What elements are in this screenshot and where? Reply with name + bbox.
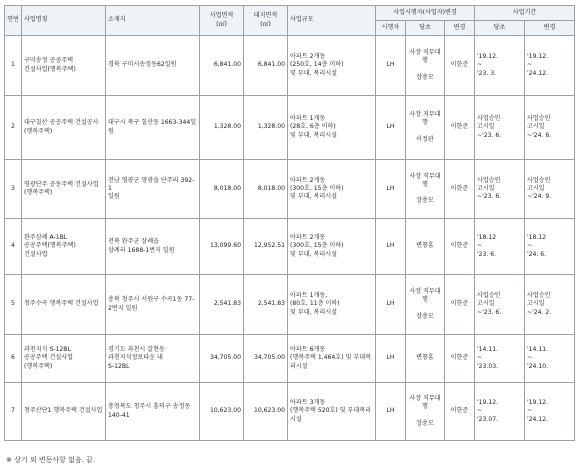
cell-operator: LH	[376, 219, 406, 275]
cell-initial: 변창흠	[406, 335, 445, 383]
header-initial: 당초	[406, 21, 445, 36]
cell-no: 2	[5, 96, 22, 160]
cell-initial: 사장 직무대행 장충모	[406, 275, 445, 335]
cell-land-area: 34,705.00	[244, 335, 288, 383]
cell-operator: LH	[376, 383, 406, 441]
cell-scale: 아파트 3개동 (행복주택 520호) 및 부대복리시설	[288, 383, 376, 441]
cell-period-changed: '19.12. ~ '24.12.	[525, 36, 575, 96]
cell-name: 구미송정 공공주택 건설사업(행복주택)	[22, 36, 106, 96]
footnote: ※ 상기 외 변동사항 없음. 끝.	[6, 456, 96, 464]
cell-changed: 이한준	[445, 160, 475, 219]
cell-site-area: 2,541.83	[200, 275, 244, 335]
cell-changed: 이한준	[445, 383, 475, 441]
cell-period-changed: '14.11. ~ '24.10.	[525, 335, 575, 383]
cell-changed: 이한준	[445, 335, 475, 383]
cell-land-area: 12,952.51	[244, 219, 288, 275]
table-row	[5, 383, 575, 441]
cell-name: 청주수곡 행복주택 건설사업	[22, 275, 106, 335]
cell-scale: 아파트 2개동 (300호, 15층 이하) 및 부대, 복리시설	[288, 160, 376, 219]
cell-no: 3	[5, 160, 22, 219]
project-table-container	[4, 5, 574, 441]
header-changed: 변경	[445, 21, 475, 36]
cell-location: 전북 완주군 삼례읍 삼례리 1688-1번지 일원	[106, 219, 200, 275]
project-change-table	[4, 5, 575, 441]
cell-land-area: 10,623.00	[244, 383, 288, 441]
table-row	[5, 219, 575, 275]
header-land-area: 대지면적 (㎡)	[244, 6, 288, 36]
header-period-changed: 변경	[525, 21, 575, 36]
cell-initial: 사장 직무대행 장충모	[406, 383, 445, 441]
cell-name: 완주삼례 A-1BL 공공주택(행복주택) 건설사업	[22, 219, 106, 275]
header-no: 연번	[5, 6, 22, 36]
cell-period-initial: '18.12 ~ '23. 6.	[475, 219, 525, 275]
cell-name: 청주산단1 행복주택 건설사업	[22, 383, 106, 441]
cell-no: 4	[5, 219, 22, 275]
cell-period-changed: '19.12. ~ '24.12.	[525, 383, 575, 441]
cell-operator: LH	[376, 275, 406, 335]
cell-site-area: 6,841.00	[200, 36, 244, 96]
cell-scale: 아파트 1개동 (28호, 6층 이하) 및 부대, 복리시설	[288, 96, 376, 160]
cell-changed: 이한준	[445, 219, 475, 275]
cell-location: 경북 구미시송정동62일원	[106, 36, 200, 96]
cell-initial: 사장 직무대행 장충모	[406, 160, 445, 219]
cell-period-changed: 사업승인 고시일 ~'24. 2.	[525, 275, 575, 335]
cell-site-area: 34,705.00	[200, 335, 244, 383]
cell-period-initial: 사업승인 고시일 ~'23. 6.	[475, 160, 525, 219]
cell-land-area: 8,018.00	[244, 160, 288, 219]
cell-location: 충북 청주시 서원구 수곡1동 77-2번지 일원	[106, 275, 200, 335]
cell-period-initial: '19.12. ~ '23.07.	[475, 383, 525, 441]
cell-land-area: 6,841.00	[244, 36, 288, 96]
cell-period-initial: '19.12. ~ '23. 3.	[475, 36, 525, 96]
cell-name: 영광단주 공동주택 건설사업 (행복주택)	[22, 160, 106, 219]
cell-operator: LH	[376, 36, 406, 96]
cell-initial: 사장 직무대행 장충모	[406, 36, 445, 96]
cell-name: 대구칠산 공공주택 건설공사 (행복주택)	[22, 96, 106, 160]
cell-period-initial: 사업승인 고시일 ~'23. 6.	[475, 96, 525, 160]
header-period: 사업기간	[475, 6, 575, 21]
header-location: 소재지	[106, 6, 200, 36]
header-period-initial: 당초	[475, 21, 525, 36]
header-row-1	[5, 6, 575, 21]
cell-site-area: 1,328.00	[200, 96, 244, 160]
cell-initial: 변창흠	[406, 219, 445, 275]
table-row	[5, 96, 575, 160]
header-name: 사업명칭	[22, 6, 106, 36]
table-row	[5, 335, 575, 383]
table-row	[5, 275, 575, 335]
cell-location: 전남 영광군 영광읍 단주리 392-1 일원	[106, 160, 200, 219]
cell-period-changed: 사업승인 고시일 ~'24. 9.	[525, 160, 575, 219]
cell-changed: 이한준	[445, 275, 475, 335]
cell-location: 충청북도 청주시 흥덕구 송정동 140-41	[106, 383, 200, 441]
cell-period-initial: 사업승인 고시일 ~'23. 6.	[475, 275, 525, 335]
header-operator: 시행자	[376, 21, 406, 36]
cell-scale: 아파트 1개동, (80호, 11층 이하) 및 부대, 복리시설	[288, 275, 376, 335]
header-scale: 사업규모	[288, 6, 376, 36]
cell-scale: 아파트 2개동 (250호, 14층 이하) 및 부대, 복리시설	[288, 36, 376, 96]
cell-no: 6	[5, 335, 22, 383]
cell-site-area: 13,099.60	[200, 219, 244, 275]
cell-period-changed: '18.12 ~ '24. 6.	[525, 219, 575, 275]
cell-name: 과천지식 S-12BL 공공주택 건설사업 (행복주택)	[22, 335, 106, 383]
cell-operator: LH	[376, 160, 406, 219]
cell-scale: 아파트 6개동 (행복주택 1,464호) 및 부대복리시설	[288, 335, 376, 383]
cell-scale: 아파트 2개동 (300호, 15층 이하) 및 부대, 복리시설	[288, 219, 376, 275]
cell-site-area: 8,018.00	[200, 160, 244, 219]
cell-operator: LH	[376, 96, 406, 160]
cell-site-area: 10,623.00	[200, 383, 244, 441]
cell-land-area: 2,541.83	[244, 275, 288, 335]
cell-period-initial: '14.11. ~ '23.03.	[475, 335, 525, 383]
table-row	[5, 36, 575, 96]
cell-initial: 사장 직무대행 이정관	[406, 96, 445, 160]
cell-land-area: 1,328.00	[244, 96, 288, 160]
cell-no: 1	[5, 36, 22, 96]
cell-no: 7	[5, 383, 22, 441]
cell-location: 경기도 과천시 갈현동 과천지식정보타운 내 S-12BL	[106, 335, 200, 383]
cell-changed: 이한준	[445, 36, 475, 96]
cell-period-changed: 사업승인 고시일 ~'24. 6.	[525, 96, 575, 160]
cell-no: 5	[5, 275, 22, 335]
cell-changed: 이한준	[445, 96, 475, 160]
header-operator-change: 사업시행자(사업자)변경	[376, 6, 475, 21]
header-site-area: 사업면적 (㎡)	[200, 6, 244, 36]
cell-location: 대구시 북구 칠산동 1663-344일원	[106, 96, 200, 160]
table-row	[5, 160, 575, 219]
cell-operator: LH	[376, 335, 406, 383]
